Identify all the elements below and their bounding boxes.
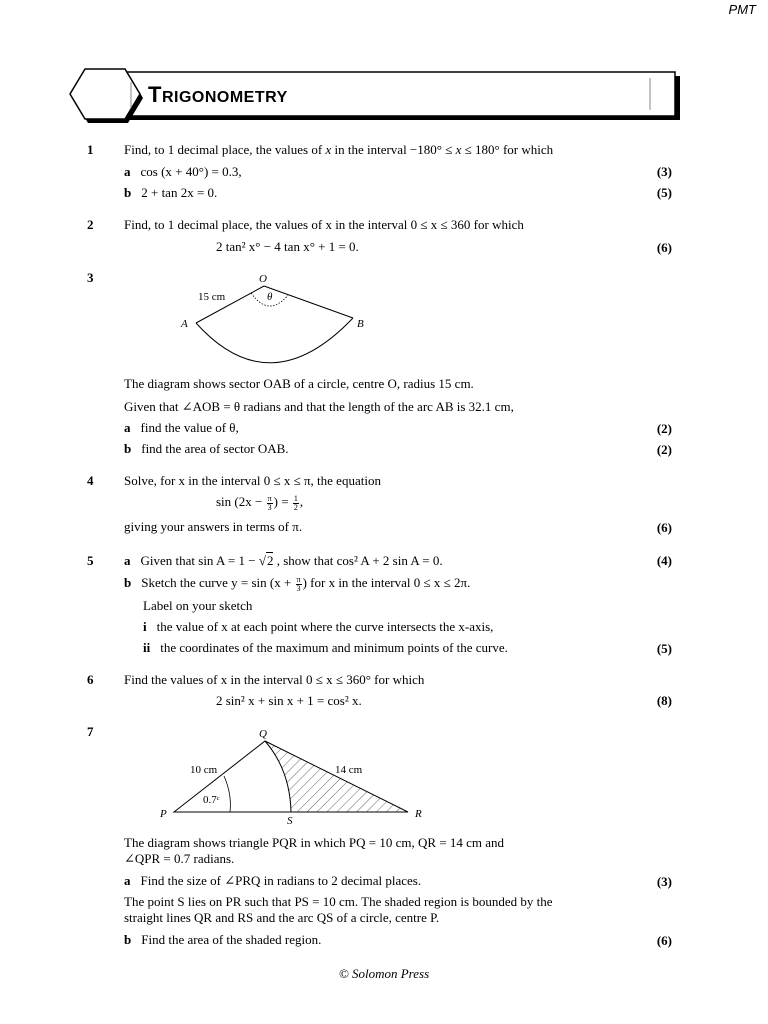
q4-equation: sin (2x − $\frac{\pi}{3}$ ) = $\frac{1}{2}$ , (216, 493, 304, 512)
q2-equation: 2 tan² x° − 4 tan x° + 1 = 0. (216, 239, 359, 254)
q5-part-ii: ii the coordinates of the maximum and minimum points of the curve. (143, 640, 508, 655)
q5-label-line: Label on your sketch (143, 598, 253, 613)
pmt-label: PMT (728, 2, 756, 17)
q7-a-mark: (3) (656, 874, 672, 889)
label-angle: 0.7ᶜ (203, 794, 220, 806)
label-b: B (357, 318, 364, 330)
q1-stem: Find, to 1 decimal place, the values of x in the interval −180° ≤ x ≤ 180° for which (124, 142, 554, 157)
q3-a-mark: (2) (656, 421, 672, 436)
label-p: P (160, 808, 167, 820)
q7-line4: straight lines QR and RS and the arc QS of a circle, centre P. (124, 910, 440, 925)
q5-part-b: b Sketch the curve y = sin (x + $\frac{\pi}{3}$ ) for x in the interval 0 ≤ x ≤ 2π. (124, 574, 471, 593)
q7-line3: The point S lies on PR such that PS = 10 cm. The shaded region is bounded by the (124, 894, 553, 909)
label-qr: 14 cm (335, 764, 363, 776)
q5-part-a: a Given that sin A = 1 − √2 , show that cos² A + 2 sin A = 0. (124, 553, 443, 568)
q7-part-a: a Find the size of ∠PRQ in radians to 2 decimal places. (124, 873, 422, 888)
footer-copyright: © Solomon Press (338, 966, 430, 981)
angle-arc-p (224, 776, 230, 812)
q5-a-mark: (4) (656, 553, 672, 568)
label-s: S (287, 815, 293, 827)
q1-part-a: a cos (x + 40°) = 0.3, (124, 164, 242, 179)
q4-line3: giving your answers in terms of π. (124, 519, 303, 534)
q4-stem: Solve, for x in the interval 0 ≤ x ≤ π, the equation (124, 473, 381, 488)
q2-mark: (6) (656, 240, 672, 255)
q5-number: 5 (87, 553, 94, 568)
q6-equation: 2 sin² x + sin x + 1 = cos² x. (216, 693, 362, 708)
q1-a-mark: (3) (656, 164, 672, 179)
q3-part-b: b find the area of sector OAB. (124, 441, 289, 456)
q4-mark: (6) (656, 520, 672, 535)
q5-b-mark: (5) (656, 641, 672, 656)
q2-number: 2 (87, 217, 94, 232)
q2-stem: Find, to 1 decimal place, the values of x in the interval 0 ≤ x ≤ 360 for which (124, 217, 524, 232)
q7-b-mark: (6) (656, 933, 672, 948)
label-radius: 15 cm (198, 291, 226, 303)
q7-line1: The diagram shows triangle PQR in which PQ = 10 cm, QR = 14 cm and (124, 835, 505, 850)
q1-number: 1 (87, 142, 94, 157)
q3-line2: Given that ∠AOB = θ radians and that the length of the arc AB is 32.1 cm, (124, 399, 514, 414)
q4-number: 4 (87, 473, 94, 488)
q5-part-i: i the value of x at each point where the curve intersects the x-axis, (143, 619, 494, 634)
q3-number: 3 (87, 270, 94, 285)
label-pq: 10 cm (190, 764, 218, 776)
q6-number: 6 (87, 672, 94, 687)
q7-line2: ∠QPR = 0.7 radians. (124, 851, 235, 866)
label-a: A (181, 318, 188, 330)
label-r: R (415, 808, 422, 820)
q1-part-b: b 2 + tan 2x = 0. (124, 185, 218, 200)
label-q: Q (259, 728, 267, 740)
q3-part-a: a find the value of θ, (124, 420, 239, 435)
label-theta: θ (267, 291, 273, 303)
q1-b-mark: (5) (656, 185, 672, 200)
q6-mark: (8) (656, 693, 672, 708)
q7-number: 7 (87, 724, 94, 739)
q3-line1: The diagram shows sector OAB of a circle, centre O, radius 15 cm. (124, 376, 474, 391)
q7-part-b: b Find the area of the shaded region. (124, 932, 322, 947)
label-o: O (259, 273, 267, 285)
q6-stem: Find the values of x in the interval 0 ≤ x ≤ 360° for which (124, 672, 425, 687)
q3-b-mark: (2) (656, 442, 672, 457)
page-title: TRIGONOMETRY (148, 82, 288, 107)
